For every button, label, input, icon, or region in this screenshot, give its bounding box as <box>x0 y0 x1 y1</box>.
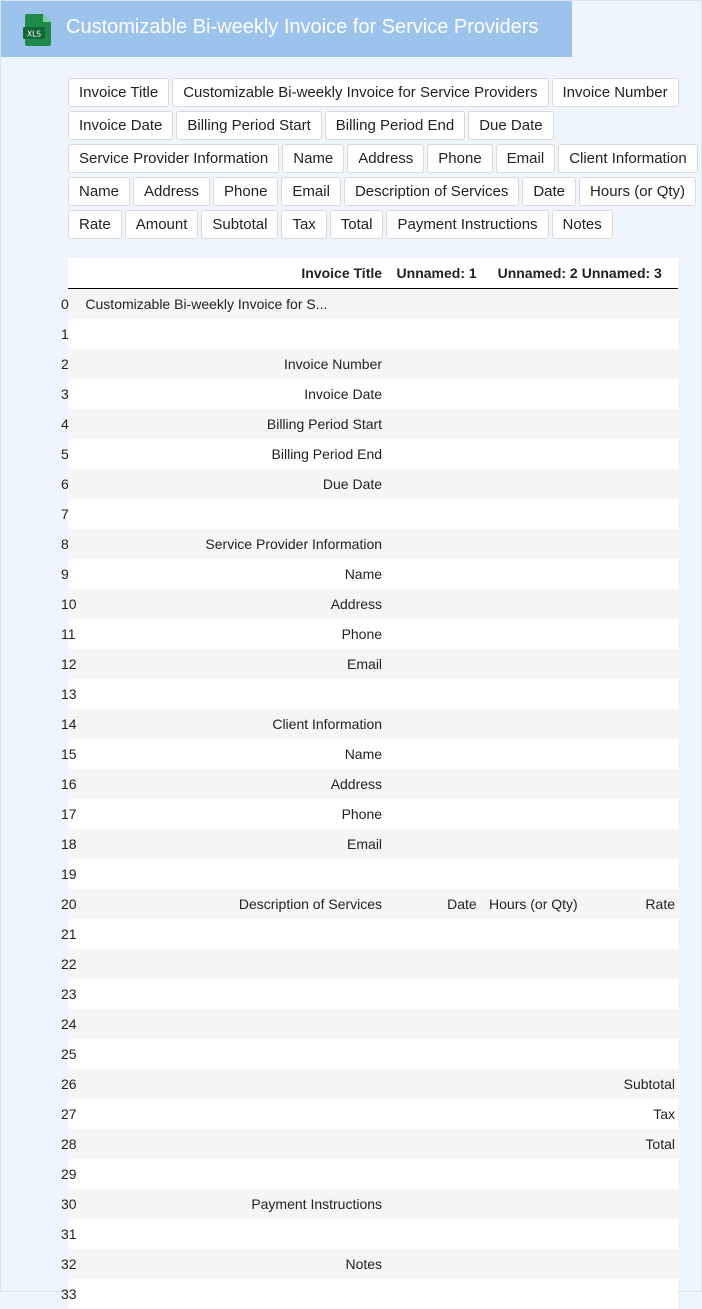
table-row <box>68 919 678 949</box>
table-cell <box>480 799 581 829</box>
row-index: 22 <box>68 949 79 979</box>
row-index: 8 <box>68 529 79 559</box>
table-cell: Invoice Date <box>79 379 385 409</box>
table-cell <box>385 439 480 469</box>
row-index: 20 <box>68 889 79 919</box>
table-row <box>68 379 678 409</box>
table-cell <box>79 919 385 949</box>
table-cell <box>385 319 480 349</box>
table-cell <box>581 439 678 469</box>
excel-file-icon <box>23 14 51 46</box>
row-index: 23 <box>68 979 79 1009</box>
table-row <box>68 979 678 1009</box>
column-chip[interactable]: Total <box>330 210 384 239</box>
table-cell: Service Provider Information <box>79 529 385 559</box>
table-cell <box>385 709 480 739</box>
row-index: 24 <box>68 1009 79 1039</box>
row-index: 6 <box>68 469 79 499</box>
table-cell <box>480 379 581 409</box>
table-cell <box>480 349 581 379</box>
table-cell <box>480 1249 581 1279</box>
table-cell: Subtotal <box>581 1069 678 1099</box>
index-header <box>68 258 79 289</box>
table-cell <box>581 829 678 859</box>
row-index: 5 <box>68 439 79 469</box>
column-chip[interactable]: Phone <box>427 144 492 173</box>
row-index: 31 <box>68 1219 79 1249</box>
table-cell <box>581 1039 678 1069</box>
table-cell <box>480 1009 581 1039</box>
table-cell <box>79 1219 385 1249</box>
table-cell <box>480 319 581 349</box>
table-cell <box>79 979 385 1009</box>
table-row <box>68 589 678 619</box>
data-table-container[interactable] <box>68 258 678 1292</box>
table-cell <box>480 529 581 559</box>
table-cell: Description of Services <box>79 889 385 919</box>
table-cell <box>480 829 581 859</box>
table-cell <box>385 409 480 439</box>
table-cell <box>385 1099 480 1129</box>
table-cell <box>385 469 480 499</box>
table-row <box>68 769 678 799</box>
table-row <box>68 1189 678 1219</box>
row-index: 14 <box>68 709 79 739</box>
table-cell <box>581 469 678 499</box>
table-cell <box>385 1039 480 1069</box>
column-header[interactable]: Invoice Title <box>79 258 385 289</box>
table-row <box>68 739 678 769</box>
row-index: 2 <box>68 349 79 379</box>
row-index: 17 <box>68 799 79 829</box>
row-index: 28 <box>68 1129 79 1159</box>
table-cell <box>581 769 678 799</box>
table-cell: Phone <box>79 619 385 649</box>
column-chip[interactable]: Payment Instructions <box>386 210 548 239</box>
table-row <box>68 409 678 439</box>
table-cell <box>385 799 480 829</box>
table-cell <box>385 1219 480 1249</box>
table-cell <box>79 859 385 889</box>
table-cell <box>581 349 678 379</box>
table-cell <box>480 439 581 469</box>
table-cell <box>385 739 480 769</box>
table-cell <box>385 649 480 679</box>
table-cell <box>581 319 678 349</box>
row-index: 13 <box>68 679 79 709</box>
column-chip[interactable]: Client Information <box>558 144 698 173</box>
table-cell <box>385 1159 480 1189</box>
column-chip[interactable]: Invoice Title <box>68 78 169 107</box>
table-cell <box>480 1189 581 1219</box>
table-cell <box>480 1279 581 1309</box>
table-cell <box>581 739 678 769</box>
table-cell: Date <box>385 889 480 919</box>
table-row <box>68 949 678 979</box>
table-cell <box>480 769 581 799</box>
column-chip[interactable]: Invoice Number <box>552 78 679 107</box>
table-cell <box>79 679 385 709</box>
page-title: Customizable Bi-weekly Invoice for Service Providers <box>66 16 538 39</box>
table-row <box>68 319 678 349</box>
table-cell <box>581 919 678 949</box>
table-cell <box>480 919 581 949</box>
table-row <box>68 1279 678 1309</box>
row-index: 4 <box>68 409 79 439</box>
row-index: 15 <box>68 739 79 769</box>
row-index: 0 <box>68 289 79 320</box>
data-table <box>68 258 678 1309</box>
table-cell <box>385 379 480 409</box>
table-cell <box>79 1009 385 1039</box>
table-cell: Invoice Number <box>79 349 385 379</box>
table-cell <box>581 949 678 979</box>
row-index: 30 <box>68 1189 79 1219</box>
column-chip[interactable]: Due Date <box>468 111 553 140</box>
column-chip[interactable]: Hours (or Qty) <box>579 177 696 206</box>
table-cell <box>385 619 480 649</box>
table-cell <box>480 619 581 649</box>
table-cell <box>581 859 678 889</box>
table-cell <box>480 1039 581 1069</box>
table-cell <box>480 1129 581 1159</box>
table-cell <box>79 1099 385 1129</box>
table-cell: Hours (or Qty) <box>480 889 581 919</box>
row-index: 7 <box>68 499 79 529</box>
table-cell: Name <box>79 559 385 589</box>
row-index: 18 <box>68 829 79 859</box>
table-cell <box>79 1069 385 1099</box>
table-row <box>68 1099 678 1129</box>
table-cell <box>581 529 678 559</box>
row-index: 29 <box>68 1159 79 1189</box>
table-row <box>68 1129 678 1159</box>
table-cell <box>581 1159 678 1189</box>
table-row <box>68 1159 678 1189</box>
column-chip[interactable]: Address <box>133 177 210 206</box>
row-index: 19 <box>68 859 79 889</box>
column-chip[interactable]: Billing Period Start <box>176 111 321 140</box>
column-chip[interactable]: Customizable Bi-weekly Invoice for Service Providers <box>172 78 548 107</box>
column-chip[interactable]: Description of Services <box>344 177 519 206</box>
table-cell: Tax <box>581 1099 678 1129</box>
column-chip[interactable]: Notes <box>552 210 613 239</box>
table-cell: Email <box>79 649 385 679</box>
row-index: 32 <box>68 1249 79 1279</box>
row-index: 9 <box>68 559 79 589</box>
table-row <box>68 859 678 889</box>
row-index: 3 <box>68 379 79 409</box>
table-row <box>68 469 678 499</box>
table-cell <box>385 1129 480 1159</box>
table-row <box>68 439 678 469</box>
table-cell <box>385 289 480 320</box>
table-cell <box>581 379 678 409</box>
table-row <box>68 559 678 589</box>
table-cell <box>480 709 581 739</box>
table-cell <box>581 979 678 1009</box>
table-cell <box>581 1249 678 1279</box>
table-cell <box>385 349 480 379</box>
table-cell: Billing Period Start <box>79 409 385 439</box>
table-cell: Email <box>79 829 385 859</box>
table-cell <box>480 979 581 1009</box>
column-chip[interactable]: Date <box>522 177 576 206</box>
table-cell <box>581 799 678 829</box>
table-cell: Billing Period End <box>79 439 385 469</box>
svg-text:XLS: XLS <box>27 30 41 39</box>
table-cell <box>385 859 480 889</box>
column-chip[interactable]: Name <box>68 177 130 206</box>
table-cell <box>581 649 678 679</box>
table-cell <box>480 289 581 320</box>
table-cell <box>581 1189 678 1219</box>
table-cell: Client Information <box>79 709 385 739</box>
table-cell <box>480 739 581 769</box>
table-cell <box>581 709 678 739</box>
table-row <box>68 889 678 919</box>
table-cell <box>480 949 581 979</box>
row-index: 27 <box>68 1099 79 1129</box>
table-cell <box>385 1189 480 1219</box>
column-chip[interactable]: Name <box>282 144 344 173</box>
table-row <box>68 709 678 739</box>
table-cell <box>79 499 385 529</box>
table-cell <box>385 679 480 709</box>
table-cell <box>480 1219 581 1249</box>
page-header <box>1 1 572 57</box>
table-cell <box>385 1249 480 1279</box>
column-chip[interactable]: Billing Period End <box>325 111 465 140</box>
table-cell <box>385 949 480 979</box>
table-cell <box>79 1039 385 1069</box>
table-cell <box>581 1279 678 1309</box>
table-row <box>68 1069 678 1099</box>
table-cell <box>480 679 581 709</box>
row-index: 25 <box>68 1039 79 1069</box>
row-index: 21 <box>68 919 79 949</box>
table-cell <box>385 589 480 619</box>
table-cell <box>385 1009 480 1039</box>
table-cell <box>480 499 581 529</box>
table-cell <box>480 469 581 499</box>
table-cell <box>480 589 581 619</box>
table-row <box>68 649 678 679</box>
column-header[interactable]: Unnamed: 2 <box>480 258 581 289</box>
table-cell: Total <box>581 1129 678 1159</box>
row-index: 16 <box>68 769 79 799</box>
table-cell <box>385 499 480 529</box>
table-row <box>68 1039 678 1069</box>
table-cell: Payment Instructions <box>79 1189 385 1219</box>
table-cell <box>79 1279 385 1309</box>
table-header-row <box>68 258 678 289</box>
table-cell <box>480 1159 581 1189</box>
column-chip[interactable]: Amount <box>125 210 199 239</box>
table-cell <box>480 1069 581 1099</box>
table-cell <box>385 769 480 799</box>
row-index: 26 <box>68 1069 79 1099</box>
table-cell <box>581 1009 678 1039</box>
table-cell: Rate <box>581 889 678 919</box>
column-header[interactable]: Unnamed: 3 <box>581 258 678 289</box>
table-cell <box>480 1099 581 1129</box>
table-cell <box>385 829 480 859</box>
table-cell: Address <box>79 769 385 799</box>
table-cell <box>385 529 480 559</box>
table-row <box>68 1219 678 1249</box>
column-chip[interactable]: Service Provider Information <box>68 144 279 173</box>
table-cell <box>581 679 678 709</box>
table-cell <box>480 649 581 679</box>
table-cell <box>79 949 385 979</box>
table-row <box>68 1009 678 1039</box>
row-index: 1 <box>68 319 79 349</box>
table-row <box>68 529 678 559</box>
table-cell: Name <box>79 739 385 769</box>
column-chip[interactable]: Email <box>496 144 556 173</box>
table-cell <box>385 1069 480 1099</box>
table-cell <box>385 1279 480 1309</box>
row-index: 33 <box>68 1279 79 1309</box>
table-cell <box>480 559 581 589</box>
table-cell <box>581 619 678 649</box>
table-cell: Due Date <box>79 469 385 499</box>
column-filter-chips <box>68 78 698 239</box>
column-chip[interactable]: Tax <box>281 210 326 239</box>
table-cell: Notes <box>79 1249 385 1279</box>
table-row <box>68 679 678 709</box>
table-cell <box>79 1129 385 1159</box>
column-chip[interactable]: Address <box>347 144 424 173</box>
table-row <box>68 619 678 649</box>
column-chip[interactable]: Email <box>281 177 341 206</box>
column-chip[interactable]: Phone <box>213 177 278 206</box>
table-row <box>68 1249 678 1279</box>
table-cell <box>581 499 678 529</box>
column-header[interactable]: Unnamed: 1 <box>385 258 480 289</box>
table-cell <box>581 589 678 619</box>
table-cell <box>480 409 581 439</box>
column-chip[interactable]: Subtotal <box>201 210 278 239</box>
table-cell <box>385 919 480 949</box>
table-row <box>68 829 678 859</box>
table-cell: Address <box>79 589 385 619</box>
table-body <box>68 289 678 1309</box>
table-cell <box>581 1219 678 1249</box>
table-cell <box>581 409 678 439</box>
table-cell <box>79 1159 385 1189</box>
table-cell: Customizable Bi-weekly Invoice for S... <box>79 289 385 320</box>
table-cell <box>385 559 480 589</box>
row-index: 12 <box>68 649 79 679</box>
table-cell <box>79 319 385 349</box>
row-index: 10 <box>68 589 79 619</box>
row-index: 11 <box>68 619 79 649</box>
table-cell <box>480 859 581 889</box>
table-row <box>68 289 678 320</box>
table-cell <box>581 289 678 320</box>
table-row <box>68 799 678 829</box>
table-row <box>68 349 678 379</box>
column-chip[interactable]: Rate <box>68 210 122 239</box>
table-cell: Phone <box>79 799 385 829</box>
column-chip[interactable]: Invoice Date <box>68 111 173 140</box>
table-row <box>68 499 678 529</box>
table-cell <box>581 559 678 589</box>
table-cell <box>385 979 480 1009</box>
